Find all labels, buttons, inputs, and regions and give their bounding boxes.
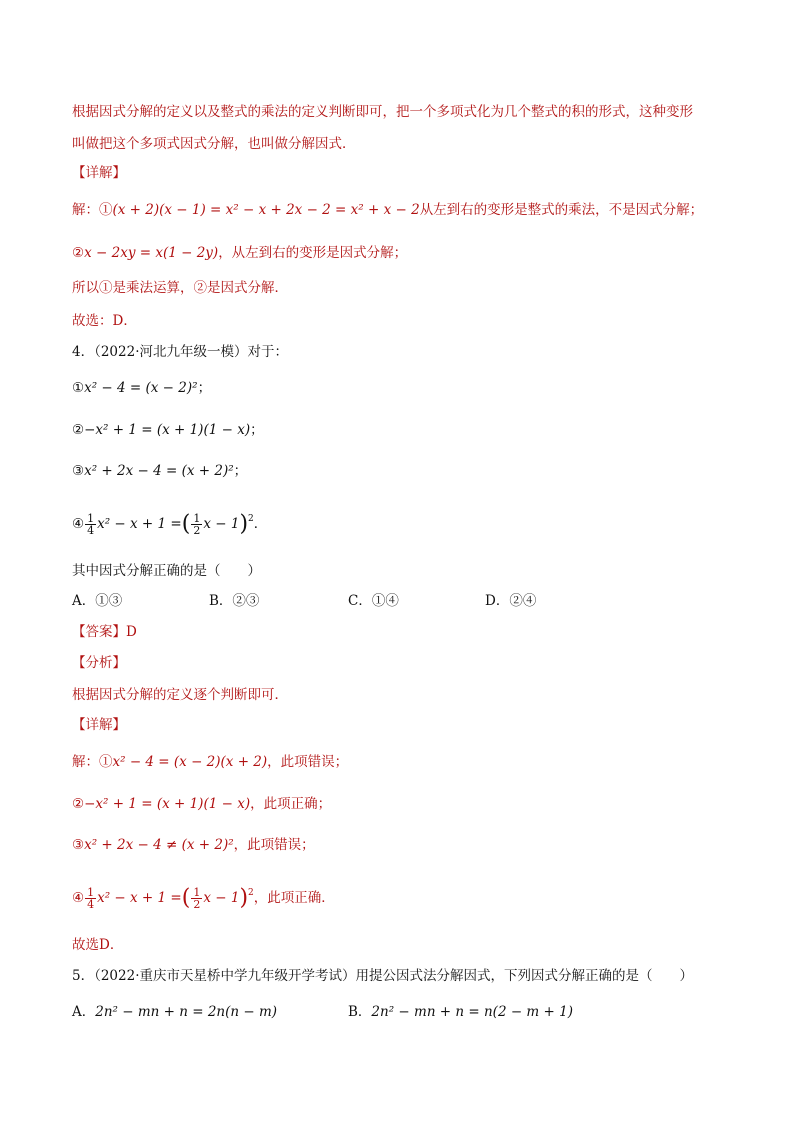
text: ，此项正确； bbox=[250, 796, 332, 812]
text-line: 根据因式分解的定义逐个判断即可． bbox=[72, 687, 288, 703]
paren-right: ) bbox=[239, 885, 249, 911]
text: ③ bbox=[72, 837, 85, 853]
answer-label: 【答案】D bbox=[72, 624, 137, 640]
text: 解：① bbox=[72, 754, 113, 770]
fraction bbox=[85, 513, 96, 536]
math-expression: x − 2xy = x(1 − 2y) bbox=[84, 245, 219, 261]
numerator: 1 bbox=[87, 512, 95, 525]
numerator: 1 bbox=[193, 512, 201, 525]
solution-line bbox=[72, 887, 734, 910]
math-expression: x² − 4 = (x − 2)² bbox=[84, 380, 198, 396]
option-b bbox=[348, 1002, 573, 1022]
option-a bbox=[72, 1002, 277, 1022]
question-item bbox=[72, 420, 734, 440]
fraction bbox=[85, 887, 96, 910]
denominator: 2 bbox=[193, 898, 201, 911]
math-expression: x² + 2x − 4 ≠ (x + 2)² bbox=[84, 837, 234, 853]
text-line: 故选：D． bbox=[72, 313, 137, 329]
text: ④ bbox=[72, 890, 85, 906]
text: ② bbox=[72, 245, 85, 261]
option-label: A． bbox=[72, 1004, 96, 1020]
text-line: 所以①是乘法运算，②是因式分解． bbox=[72, 280, 288, 296]
item-marker: ② bbox=[72, 422, 85, 438]
item-marker: ③ bbox=[72, 463, 85, 479]
math-expression: x − 1 bbox=[203, 516, 240, 532]
fraction bbox=[191, 887, 202, 910]
question-prompt: 其中因式分解正确的是（ ） bbox=[72, 563, 261, 579]
paren-left: ( bbox=[181, 885, 191, 911]
text: 解：① bbox=[72, 202, 113, 218]
solution-line bbox=[72, 835, 734, 855]
section-label: 【分析】 bbox=[72, 655, 126, 671]
exponent: 2 bbox=[248, 513, 254, 524]
option-b: B．②③ bbox=[209, 593, 260, 609]
exponent: 2 bbox=[248, 887, 254, 898]
text: 从左到右的变形是整式的乘法，不是因式分解； bbox=[419, 202, 704, 218]
text: ； bbox=[250, 422, 264, 438]
text: ，此项错误； bbox=[233, 837, 315, 853]
math-expression: x² − x + 1 = bbox=[97, 890, 182, 906]
math-expression: x² − x + 1 = bbox=[97, 516, 182, 532]
numerator: 1 bbox=[193, 886, 201, 899]
text: ； bbox=[233, 463, 248, 479]
question-title: 4．（2022·河北九年级一模）对于： bbox=[72, 344, 288, 360]
question-item bbox=[72, 513, 734, 536]
math-expression: 2n² − mn + n = n(2 − m + 1) bbox=[371, 1004, 573, 1020]
text: ② bbox=[72, 796, 85, 812]
denominator: 4 bbox=[87, 898, 95, 911]
text-line: 故选D． bbox=[72, 937, 124, 953]
solution-line bbox=[72, 243, 734, 263]
text: ． bbox=[253, 516, 268, 532]
text: ，从左到右的变形是因式分解； bbox=[218, 245, 408, 261]
text-line: 叫做把这个多项式因式分解，也叫做分解因式． bbox=[72, 136, 356, 152]
math-expression: (x + 2)(x − 1) = x² − x + 2x − 2 = x² + x − 2 bbox=[112, 202, 420, 218]
option-a: A．①③ bbox=[72, 593, 123, 609]
text: ； bbox=[197, 380, 212, 396]
math-expression: −x² + 1 = (x + 1)(1 − x) bbox=[84, 422, 251, 438]
section-label: 【详解】 bbox=[72, 165, 126, 181]
denominator: 4 bbox=[87, 524, 95, 537]
option-c: C．①④ bbox=[348, 593, 399, 609]
item-marker: ④ bbox=[72, 516, 85, 532]
text-line: 根据因式分解的定义以及整式的乘法的定义判断即可，把一个多项式化为几个整式的积的形式，这种变形 bbox=[72, 104, 693, 120]
math-expression: x² − 4 = (x − 2)(x + 2) bbox=[112, 754, 268, 770]
numerator: 1 bbox=[87, 886, 95, 899]
denominator: 2 bbox=[193, 524, 201, 537]
text: ，此项正确． bbox=[253, 890, 335, 906]
option-label: B． bbox=[348, 1004, 372, 1020]
solution-line bbox=[72, 794, 734, 814]
question-title: 5．（2022·重庆市天星桥中学九年级开学考试）用提公因式法分解因式，下列因式分解正确的是（ ） bbox=[72, 968, 693, 984]
text: ，此项错误； bbox=[267, 754, 349, 770]
math-expression: x² + 2x − 4 = (x + 2)² bbox=[84, 463, 234, 479]
paren-left: ( bbox=[181, 511, 191, 537]
option-d: D．②④ bbox=[485, 593, 537, 609]
math-expression: x − 1 bbox=[203, 890, 240, 906]
math-expression: −x² + 1 = (x + 1)(1 − x) bbox=[84, 796, 251, 812]
question-item bbox=[72, 378, 734, 398]
solution-line bbox=[72, 752, 734, 772]
math-expression: 2n² − mn + n = 2n(n − m) bbox=[95, 1004, 278, 1020]
fraction bbox=[191, 513, 202, 536]
item-marker: ① bbox=[72, 380, 85, 396]
question-item bbox=[72, 461, 734, 481]
paren-right: ) bbox=[239, 511, 249, 537]
section-label: 【详解】 bbox=[72, 717, 126, 733]
solution-line bbox=[72, 200, 734, 220]
